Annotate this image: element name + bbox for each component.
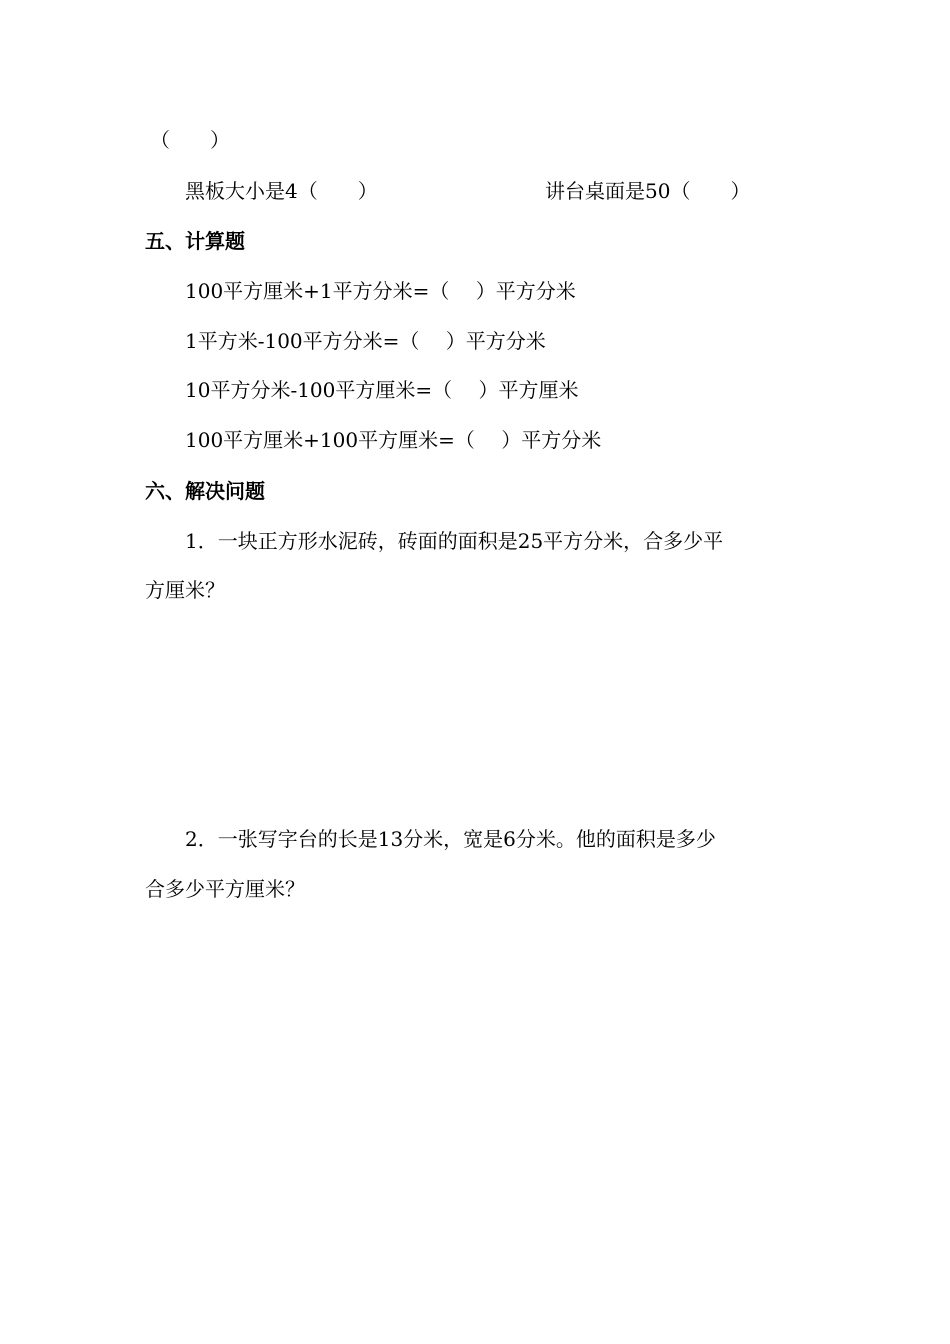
problem-1-line-2: 方厘米？ <box>145 578 225 602</box>
calculation-item-2: 1平方米-100平方分米=（ ）平方分米 <box>185 329 546 353</box>
problem-2-line-2: 合多少平方厘米？ <box>145 877 305 901</box>
problem-1-line-1: 1．一块正方形水泥砖，砖面的面积是25平方分米，合多少平 <box>185 529 724 553</box>
answer-bracket: （ ） <box>150 128 230 152</box>
section-title-problem-solving: 六、解决问题 <box>145 479 265 503</box>
section-title-calculation: 五、计算题 <box>145 229 245 253</box>
blackboard-question: 黑板大小是4（ ） <box>185 179 378 203</box>
calculation-item-4: 100平方厘米+100平方厘米=（ ）平方分米 <box>185 428 602 452</box>
problem-2-line-1: 2．一张写字台的长是13分米，宽是6分米。他的面积是多少 <box>185 827 716 851</box>
calculation-item-3: 10平方分米-100平方厘米=（ ）平方厘米 <box>185 378 579 402</box>
calculation-item-1: 100平方厘米+1平方分米=（ ）平方分米 <box>185 279 576 303</box>
podium-question: 讲台桌面是50（ ） <box>545 179 751 203</box>
